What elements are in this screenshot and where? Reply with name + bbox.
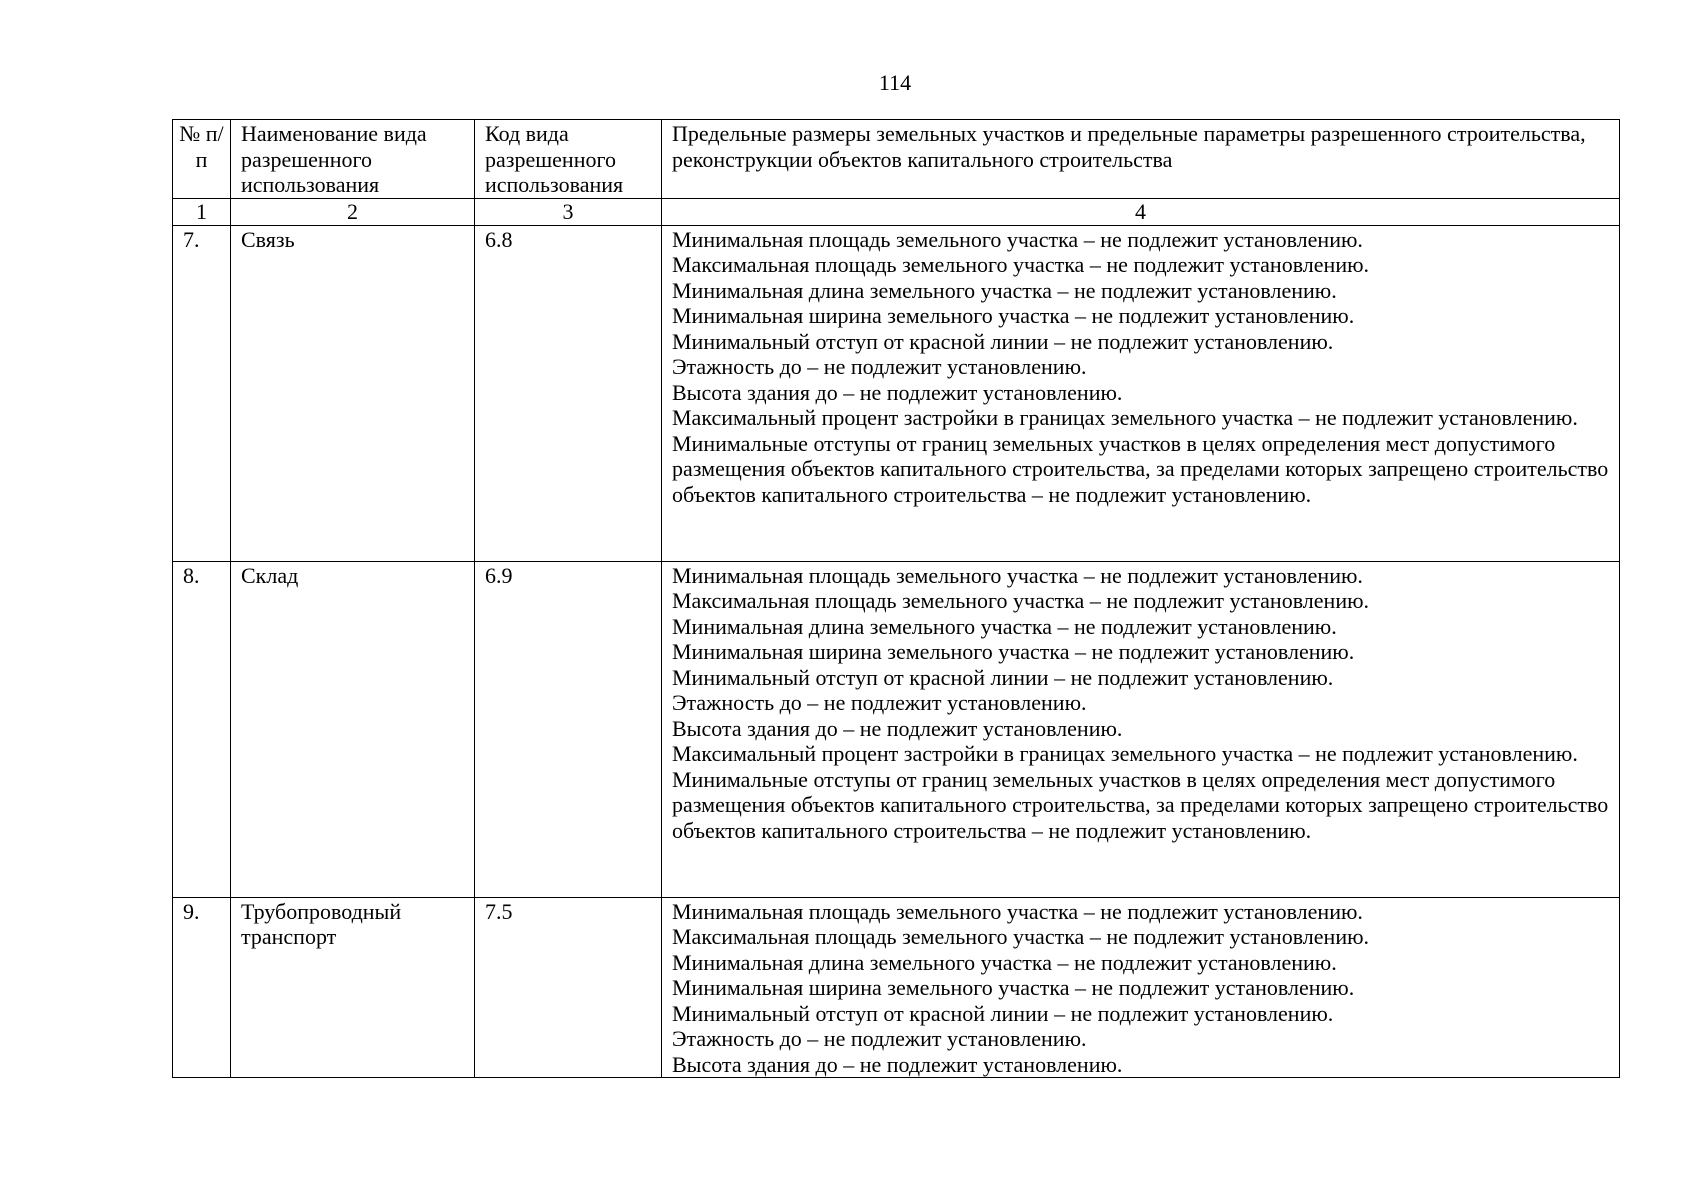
row-params-cell <box>662 561 1620 897</box>
param-line: Минимальная площадь земельного участка – не подлежит установлению. <box>672 562 1363 588</box>
param-line: Этажность до – не подлежит установлению. <box>672 690 1087 715</box>
param-line: Минимальная ширина земельного участка – не подлежит установлению. <box>672 975 1355 1000</box>
param-line: Высота здания до – не подлежит установлению. <box>672 379 1123 405</box>
column-index-cell: 2 <box>231 199 475 226</box>
row-name-cell: Связь <box>231 225 475 561</box>
param-line: Высота здания до – не подлежит установлению. <box>672 1051 1123 1077</box>
param-line: Максимальный процент застройки в границах земельного участка – не подлежит установлению. <box>672 405 1578 430</box>
row-number-cell: 8. <box>173 561 231 897</box>
page-number: 114 <box>878 70 912 95</box>
column-index-row <box>173 199 1620 226</box>
param-line: Этажность до – не подлежит установлению. <box>672 354 1087 379</box>
param-line: Минимальный отступ от красной линии – не подлежит установлению. <box>672 328 1334 354</box>
column-index-cell: 1 <box>173 199 231 226</box>
param-line: Минимальная длина земельного участка – не подлежит установлению. <box>672 949 1337 975</box>
table-row <box>173 225 1620 561</box>
row-number-cell: 9. <box>173 897 231 1078</box>
row-code-cell: 6.9 <box>475 561 662 897</box>
param-line: Этажность до – не подлежит установлению. <box>672 1026 1087 1051</box>
param-line: Максимальная площадь земельного участка – не подлежит установлению. <box>672 588 1370 613</box>
row-name-cell: Трубопроводный транспорт <box>231 897 475 1078</box>
header-cell-code: Код вида разрешенного использования <box>475 120 662 199</box>
param-line: Минимальный отступ от красной линии – не подлежит установлению. <box>672 1000 1334 1026</box>
table-header-row <box>173 120 1620 199</box>
header-cell-number: № п/п <box>173 120 231 199</box>
param-line: Минимальная длина земельного участка – не подлежит установлению. <box>672 277 1337 303</box>
row-code-cell: 7.5 <box>475 897 662 1078</box>
param-line: Минимальные отступы от границ земельных участков в целях определения мест допустимого размещения объектов капитального строительства, за пределами которых запрещено строительство объектов капитального строительства – не подлежит установлению. <box>672 430 1609 507</box>
row-number-cell: 7. <box>173 225 231 561</box>
param-line: Высота здания до – не подлежит установлению. <box>672 715 1123 741</box>
header-cell-name: Наименование вида разрешенного использования <box>231 120 475 199</box>
row-params-cell <box>662 225 1620 561</box>
param-line: Максимальная площадь земельного участка – не подлежит установлению. <box>672 252 1370 277</box>
land-use-table <box>172 119 1620 1078</box>
column-index-cell: 4 <box>662 199 1620 226</box>
row-code-cell: 6.8 <box>475 225 662 561</box>
param-line: Минимальная площадь земельного участка – не подлежит установлению. <box>672 898 1363 924</box>
table-row <box>173 561 1620 897</box>
param-line: Максимальный процент застройки в границах земельного участка – не подлежит установлению. <box>672 741 1578 766</box>
param-line: Минимальные отступы от границ земельных участков в целях определения мест допустимого размещения объектов капитального строительства, за пределами которых запрещено строительство объектов капитального строительства – не подлежит установлению. <box>672 766 1609 843</box>
param-line: Минимальная длина земельного участка – не подлежит установлению. <box>672 613 1337 639</box>
param-line: Минимальная ширина земельного участка – не подлежит установлению. <box>672 303 1355 328</box>
row-name-cell: Склад <box>231 561 475 897</box>
param-line: Максимальная площадь земельного участка – не подлежит установлению. <box>672 924 1370 949</box>
table-row <box>173 897 1620 1078</box>
param-line: Минимальный отступ от красной линии – не подлежит установлению. <box>672 664 1334 690</box>
param-line: Минимальная ширина земельного участка – не подлежит установлению. <box>672 639 1355 664</box>
header-cell-params: Предельные размеры земельных участков и предельные параметры разрешенного строительства, реконструкции объектов капитального строительства <box>662 120 1620 199</box>
column-index-cell: 3 <box>475 199 662 226</box>
row-params-cell <box>662 897 1620 1078</box>
param-line: Минимальная площадь земельного участка – не подлежит установлению. <box>672 226 1363 252</box>
